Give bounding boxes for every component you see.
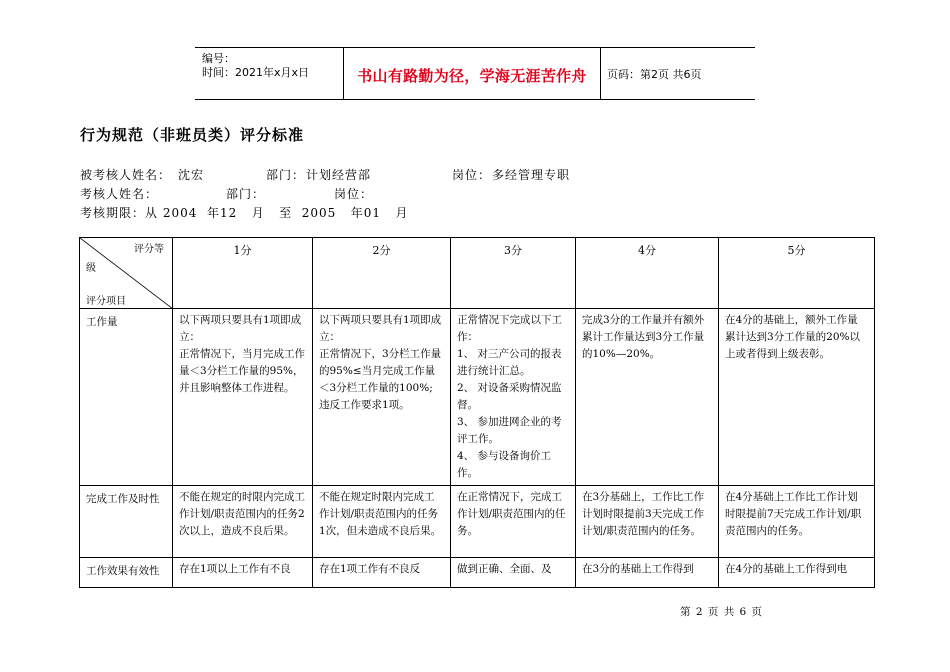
assessor-post-label: 岗位： <box>334 187 374 201</box>
period-line: 考核期限：从 2004 年12 月 至 2005 年01 月 <box>80 206 409 220</box>
cell-text: 存在1项以上工作有不良 <box>179 563 291 575</box>
cell-text: 在正常情况下，完成工作计划/职责范围内的任务。 <box>457 491 566 537</box>
page-footer: 第 2 页 共 6 页 <box>680 606 764 618</box>
post-value: 多经管理专职 <box>492 168 571 182</box>
column-header: 2分 <box>313 238 451 309</box>
header-motto-cell <box>344 48 601 99</box>
assessor-label: 考核人姓名： <box>80 187 159 201</box>
row-label: 工作效果有效性 <box>80 558 173 588</box>
table-cell <box>451 486 576 558</box>
corner-top-text: 评分等 <box>134 244 164 255</box>
post-label: 岗位： <box>452 168 492 182</box>
row-label: 完成工作及时性 <box>80 486 173 558</box>
table-cell <box>451 558 576 588</box>
column-header: 4分 <box>576 238 719 309</box>
page-title: 行为规范（非班员类）评分标准 <box>80 126 305 144</box>
cell-text: 存在1项工作有不良反 <box>319 563 421 575</box>
table-cell <box>719 309 875 486</box>
table-cell <box>313 486 451 558</box>
row-label: 工作量 <box>80 309 173 486</box>
table-row <box>80 558 875 588</box>
table-cell <box>173 558 313 588</box>
cell-text: 在3分基础上，工作比工作计划时限提前3天完成工作计划/职责范围内的任务。 <box>582 491 705 537</box>
scoring-table <box>79 237 875 588</box>
table-cell <box>719 486 875 558</box>
number-label: 编号： <box>202 52 235 65</box>
motto-text: 书山有路勤为径，学海无涯苦作舟 <box>357 67 587 85</box>
cell-text: 以下两项只要具有1项即成立： 正常情况下，3分栏工作量的95%≤当月完成工作量＜3分栏工作量的100%; 违反工作要求1项。 <box>319 314 442 411</box>
dept-label: 部门： <box>266 168 306 182</box>
table-cell <box>576 309 719 486</box>
table-cell <box>576 486 719 558</box>
table-cell <box>313 309 451 486</box>
cell-text: 完成3分的工作量并有额外累计工作量达到3分工作量的10%—20%。 <box>582 314 705 360</box>
column-header: 5分 <box>719 238 875 309</box>
assessee-name: 沈宏 <box>178 168 205 182</box>
table-cell <box>313 558 451 588</box>
table-cell <box>173 309 313 486</box>
table-header-row <box>80 238 875 309</box>
table-row <box>80 309 875 486</box>
cell-text: 以下两项只要具有1项即成立： 正常情况下，当月完成工作量＜3分栏工作量的95%，并且影响整体工作进程。 <box>179 314 305 394</box>
time-label: 时间：2021年x月x日 <box>202 66 310 79</box>
document-header <box>195 47 755 100</box>
page-code: 页码：第2页 共6页 <box>607 68 702 81</box>
assessee-label: 被考核人姓名： <box>80 168 172 182</box>
cell-text: 在4分的基础上工作得到电 <box>725 563 848 575</box>
cell-text: 在3分的基础上工作得到 <box>582 563 694 575</box>
table-cell <box>173 486 313 558</box>
cell-text: 在4分基础上工作比工作计划时限提前7天完成工作计划/职责范围内的任务。 <box>725 491 862 537</box>
cell-text: 在4分的基础上，额外工作量累计达到3分工作量的20%以上或者得到上级表彰。 <box>725 314 861 360</box>
dept-value: 计划经营部 <box>306 168 372 182</box>
corner-header-cell <box>80 238 173 309</box>
corner-mid-text: 级 <box>86 263 96 274</box>
table-cell <box>576 558 719 588</box>
cell-text: 正常情况下完成以下工作： 1、 对三产公司的报表进行统计汇总。 2、 对设备采购情况监督。 3、 参加进网企业的考评工作。 4、 参与设备询价工作。 <box>457 314 562 479</box>
column-header: 1分 <box>173 238 313 309</box>
cell-text: 不能在规定的时限内完成工作计划/职责范围内的任务2次以上，造成不良后果。 <box>179 491 305 537</box>
table-cell <box>719 558 875 588</box>
cell-text: 做到正确、全面、及 <box>457 563 552 575</box>
header-page-cell <box>601 48 755 99</box>
table-cell <box>451 309 576 486</box>
table-row <box>80 486 875 558</box>
header-meta-cell <box>195 48 344 99</box>
assessor-dept-label: 部门： <box>226 187 266 201</box>
corner-bottom-text: 评分项目 <box>86 296 126 307</box>
cell-text: 不能在规定时限内完成工作计划/职责范围内的任务1次，但未造成不良后果。 <box>319 491 442 537</box>
column-header: 3分 <box>451 238 576 309</box>
